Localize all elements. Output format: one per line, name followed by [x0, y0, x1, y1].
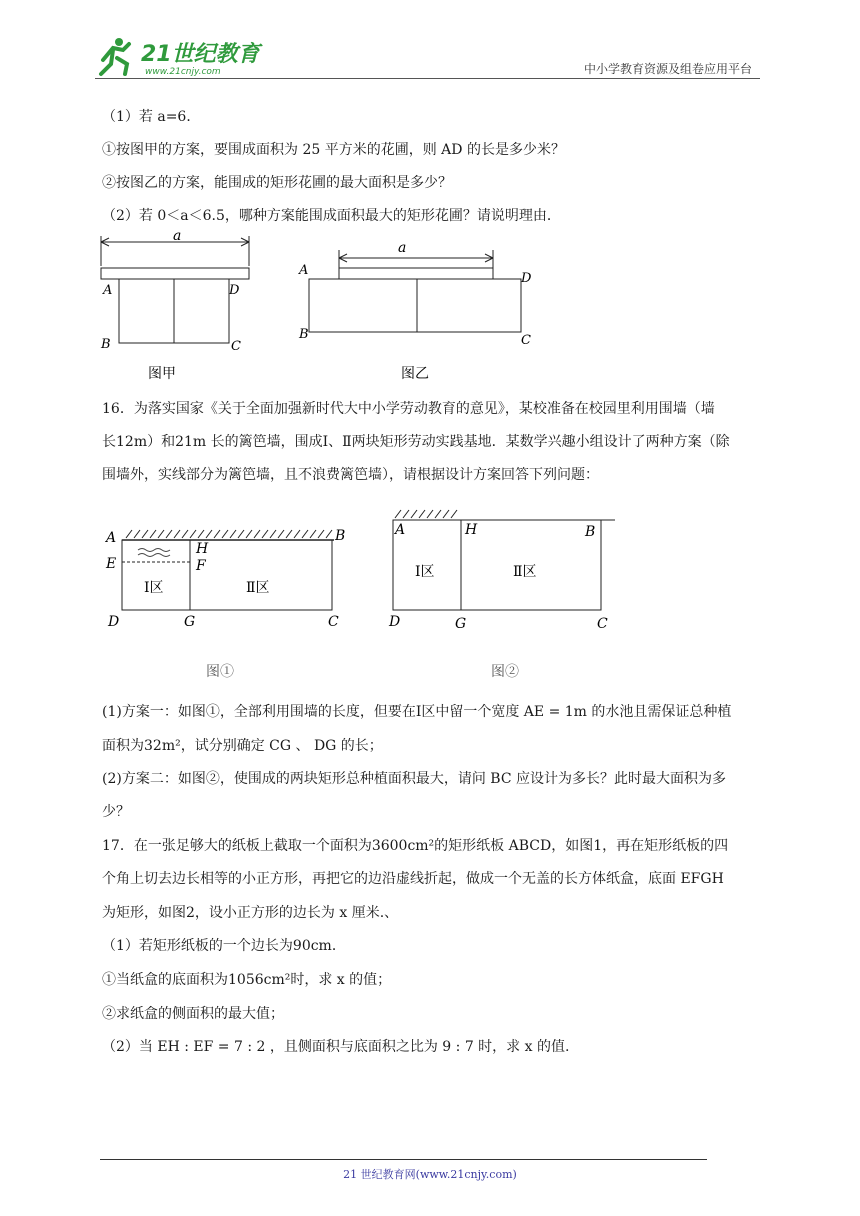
fig1-C: C	[328, 614, 339, 630]
fig2-caption: 图②	[491, 664, 519, 680]
q16-p1-line2: 面积为32m²，试分别确定 CG 、 DG 的长；	[102, 738, 383, 754]
fig-jia-B: B	[101, 337, 111, 352]
q16-line3: 围墙外，实线部分为篱笆墙，且不浪费篱笆墙），请根据设计方案回答下列问题：	[102, 467, 599, 483]
fig1-zone2: Ⅱ区	[246, 580, 270, 596]
q16-line1: 16．为落实国家《关于全面加强新时代大中小学劳动教育的意见》，某校准备在校园里利用围墙（墙	[102, 401, 715, 417]
q16-p2-line2: 少？	[102, 804, 130, 820]
q15-part1: （1）若 a=6．	[102, 109, 201, 125]
fig-jia-dim: a	[173, 232, 182, 244]
figure-jia	[95, 232, 265, 392]
fig2-zone2: Ⅱ区	[513, 564, 537, 580]
fig1-E: E	[106, 556, 117, 572]
footer-text[interactable]: 21 世纪教育网(www.21cnjy.com)	[343, 1168, 517, 1181]
fig-jia-C: C	[231, 339, 241, 354]
fig1-A: A	[106, 530, 117, 546]
fig1-F: F	[196, 558, 206, 574]
header-platform-text: 中小学教育资源及组卷应用平台	[583, 62, 752, 76]
logo-url: www.21cnjy.com	[145, 67, 221, 77]
footer-divider	[100, 1159, 707, 1160]
q16-p1-line1: (1)方案一：如图①，全部利用围墙的长度，但要在Ⅰ区中留一个宽度 AE = 1m 的水池且需保证总种植	[102, 704, 732, 720]
figure-2	[385, 500, 625, 685]
header-divider	[95, 78, 760, 79]
site-logo	[95, 34, 265, 78]
fig2-G: G	[455, 616, 467, 632]
q17-line1: 17．在一张足够大的纸板上截取一个面积为3600cm²的矩形纸板 ABCD，如图1，再在矩形纸板的四	[102, 838, 729, 854]
page-header	[95, 30, 760, 80]
fig2-zone1: Ⅰ区	[415, 564, 435, 580]
fig2-H: H	[465, 522, 478, 538]
fig-yi-dim: a	[398, 240, 407, 256]
fig-yi-C: C	[521, 333, 531, 348]
figure-1	[100, 520, 360, 685]
q17-line3: 为矩形，如图2，设小正方形的边长为 x 厘米.、	[102, 905, 399, 921]
fig-yi-caption: 图乙	[401, 366, 429, 382]
fig1-D: D	[108, 614, 120, 630]
q15-item1: ①按图甲的方案，要围成面积为 25 平方米的花圃，则 AD 的长是多少米？	[102, 142, 565, 158]
q16-line2: 长12m）和21m 长的篱笆墙，围成Ⅰ、Ⅱ两块矩形劳动实践基地．某数学兴趣小组设计了两种方案（除	[102, 434, 730, 450]
fig-yi-B: B	[299, 327, 309, 342]
q16-p2-line1: (2)方案二：如图②，使围成的两块矩形总种植面积最大，请问 BC 应设计为多长？此时最大面积为多	[102, 771, 726, 787]
q17-item1: ①当纸盒的底面积为1056cm²时，求 x 的值；	[102, 972, 392, 988]
figure-yi	[295, 232, 545, 392]
fig-jia-D: D	[229, 283, 240, 298]
q17-item2: ②求纸盒的侧面积的最大值；	[102, 1006, 284, 1022]
fig2-B: B	[585, 524, 596, 540]
fig1-zone1: Ⅰ区	[144, 580, 164, 596]
fig2-D: D	[389, 614, 401, 630]
fig-yi-A: A	[299, 263, 309, 278]
q17-line2: 个角上切去边长相等的小正方形，再把它的边沿虚线折起，做成一个无盖的长方体纸盒，底面 EFGH	[102, 871, 724, 887]
fig2-A: A	[395, 522, 406, 538]
fig-yi-D: D	[521, 271, 532, 286]
q17-part1: （1）若矩形纸板的一个边长为90cm．	[102, 938, 346, 954]
fig-jia-caption: 图甲	[148, 366, 176, 382]
fig1-B: B	[335, 528, 346, 544]
fig1-caption: 图①	[206, 664, 234, 680]
q15-part2: （2）若 0＜a＜6.5，哪种方案能围成面积最大的矩形花圃？请说明理由．	[102, 208, 561, 224]
q17-part2: （2）当 EH : EF = 7 : 2 ，且侧面积与底面积之比为 9 : 7 时，求 x 的值.	[102, 1039, 570, 1055]
q15-item2: ②按图乙的方案，能围成的矩形花圃的最大面积是多少？	[102, 175, 452, 191]
fig1-G: G	[184, 614, 196, 630]
fig-jia-A: A	[103, 283, 113, 298]
fig1-H: H	[196, 541, 209, 557]
logo-text: 21世纪教育	[141, 42, 260, 67]
fig2-C: C	[597, 616, 608, 632]
